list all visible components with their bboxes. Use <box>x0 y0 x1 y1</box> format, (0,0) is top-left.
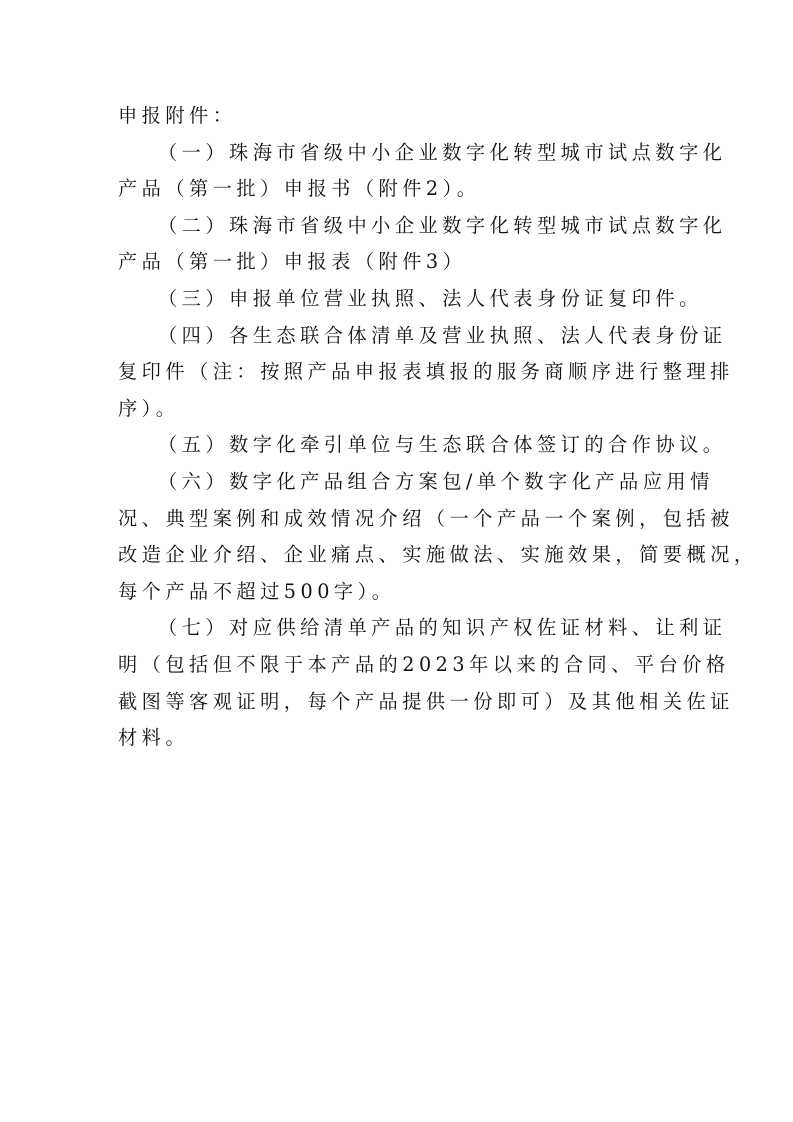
item-3-line-1: （三）申报单位营业执照、法人代表身份证复印件。 <box>158 286 703 310</box>
item-5-line-1: （五）数字化牵引单位与生态联合体签订的合作协议。 <box>158 433 727 457</box>
item-7-line-3: 截图等客观证明，每个产品提供一份即可）及其他相关佐证 <box>118 689 734 713</box>
item-4-line-1: （四）各生态联合体清单及营业执照、法人代表身份证 <box>158 323 727 347</box>
item-7-line-1: （七）对应供给清单产品的知识产权佐证材料、让利证 <box>158 616 727 640</box>
attachments-heading: 申报附件： <box>118 104 237 127</box>
item-6-line-4: 每个产品不超过500字）。 <box>118 579 396 603</box>
item-7-line-4: 材料。 <box>118 726 190 750</box>
item-1-line-1: （一）珠海市省级中小企业数字化转型城市试点数字化 <box>158 140 727 164</box>
item-4-line-2: 复印件（注：按照产品申报表填报的服务商顺序进行整理排 <box>118 360 734 384</box>
item-1-line-2: 产品（第一批）申报书（附件2）。 <box>118 177 481 201</box>
item-7-line-2: 明（包括但不限于本产品的2023年以来的合同、平台价格 <box>118 652 730 676</box>
item-6-line-3: 改造企业介绍、企业痛点、实施做法、实施效果，简要概况， <box>118 543 758 567</box>
item-6-line-1: （六）数字化产品组合方案包/单个数字化产品应用情 <box>158 469 714 493</box>
item-6-line-2: 况、典型案例和成效情况介绍（一个产品一个案例，包括被 <box>118 506 734 530</box>
item-2-line-2: 产品（第一批）申报表（附件3） <box>118 250 467 274</box>
item-2-line-1: （二）珠海市省级中小企业数字化转型城市试点数字化 <box>158 213 727 237</box>
item-4-line-3: 序）。 <box>118 396 180 420</box>
document-body <box>118 98 758 757</box>
